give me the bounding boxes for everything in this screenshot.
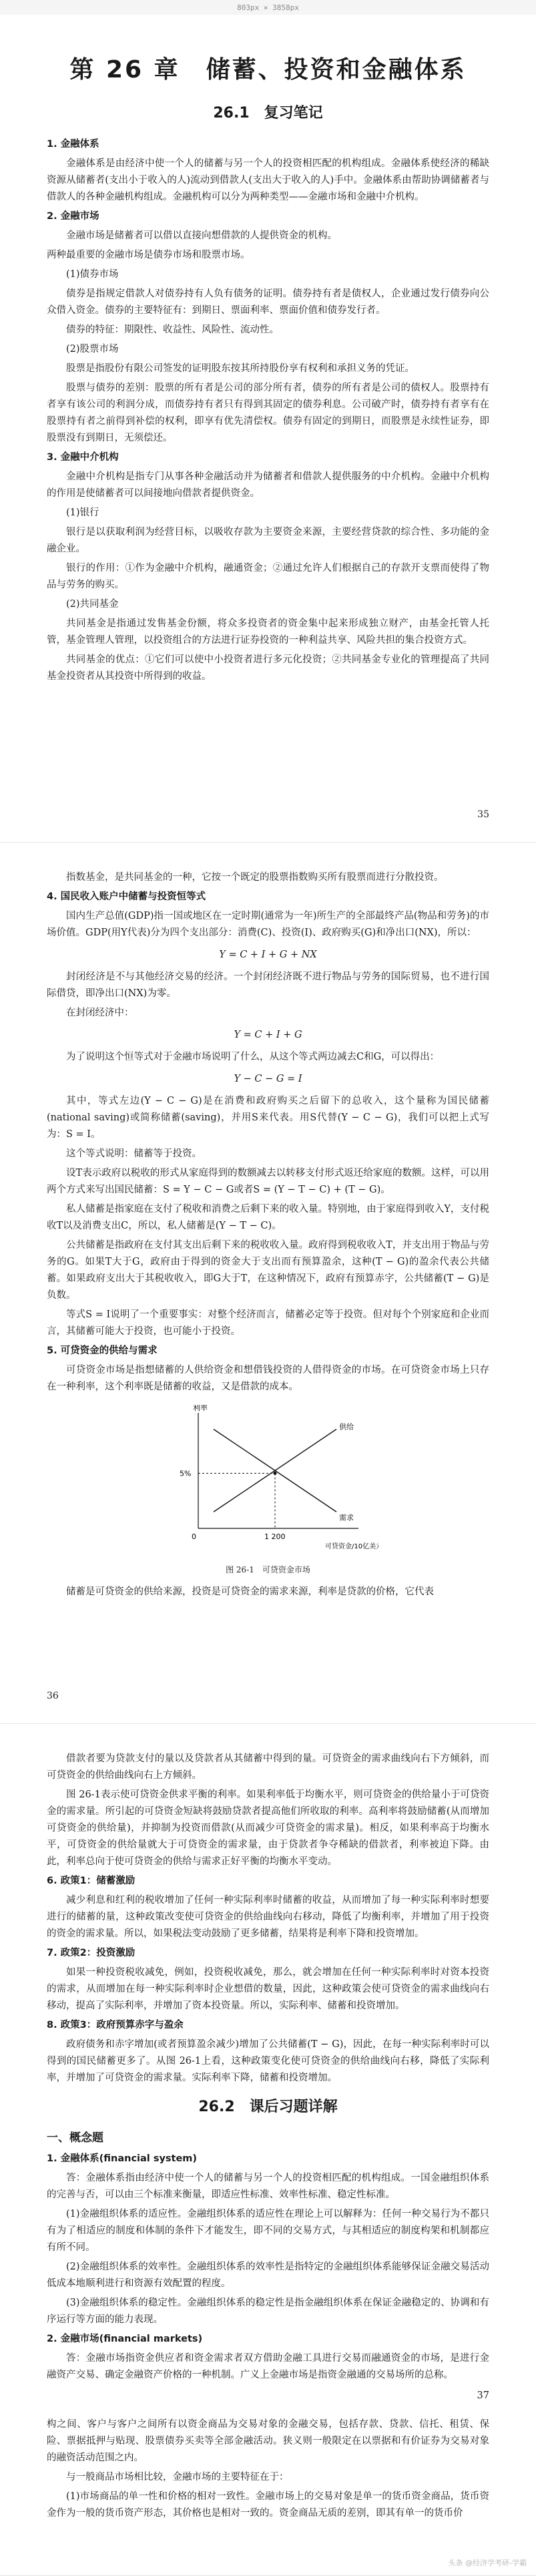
heading-policy-3: 8. 政策3：政府预算赤字与盈余 (47, 2020, 184, 2030)
paragraph: 设T表示政府以税收的形式从家庭得到的数额减去以转移支付形式返还给家庭的数额。这样，可以用两个方式来写出国民储蓄：S = Y − C − G或者S = (Y − T − C) + (T − G)。 (47, 1168, 489, 1195)
paragraph: 图 26-1表示使可贷资金供求平衡的利率。如果利率低于均衡水平，则可贷资金的供给量小于可贷资金的需求量。所引起的可贷资金短缺将鼓励贷款者提高他们所收取的利率。高利率将鼓励储蓄(从而增加可贷资金的供给量)，并抑制为投资而借款(从而减少可贷资金的需求量)。相反，如果利率高于均衡水平，可贷资金的供给量就大于可贷资金的需求量，由于贷款者争夺稀缺的借款者，利率被迫下降。由此，利率总向于使可贷资金的供给与需求正好平衡的均衡水平变动。 (47, 1789, 489, 1867)
paragraph: 债券的特征：期限性、收益性、风险性、流动性。 (66, 325, 279, 335)
loanable-funds-figure (158, 1405, 378, 1558)
paragraph: 这个等式说明：储蓄等于投资。 (66, 1148, 202, 1159)
subheading-banks: (1)银行 (66, 507, 99, 518)
watermark: 头条 @经济学考研-学霸 (448, 2559, 527, 2567)
heading-concepts: 一、概念题 (47, 2131, 103, 2145)
paragraph: (2)金融组织体系的效率性。金融组织体系的效率性是指特定的金融组织体系能够保证金融交易活动低成本地顺利进行和资源有效配置的程度。 (47, 2262, 489, 2289)
paragraph: 金融市场是储蓄者可以借以直接向想借款的人提供资金的机构。 (66, 230, 337, 241)
section-title-exercises: 26.2 课后习题详解 (198, 2099, 338, 2115)
subheading-mutual-funds: (2)共同基金 (66, 599, 119, 610)
heading-financial-system: 1. 金融体系 (47, 139, 99, 150)
paragraph: 为了说明这个恒等式对于金融市场说明了什么，从这个等式两边减去C和G，可以得出： (66, 1052, 440, 1062)
book-page-36 (0, 843, 536, 1724)
heading-saving-investment-identity: 4. 国民收入账户中储蓄与投资恒等式 (47, 891, 206, 902)
paragraph: 在封闭经济中： (66, 1008, 134, 1018)
heading-financial-markets: 2. 金融市场 (47, 211, 99, 222)
formula-closed-economy: Y = C + I + G (234, 1030, 302, 1040)
loanable-funds-chart (158, 1405, 378, 1552)
x-tick-label-origin: 0 (191, 1532, 196, 1541)
paragraph: 公共储蓄是指政府在支付其支出后剩下来的税收收入量。政府得到税收收入T，并支出用于物品与劳务的G。如果T大于G，政府由于得到的资金大于支出而有预算盈余，这种(T − G)的盈余代表公共储蓄。如果政府支出大于其税收收入，即G大于T，在这种情况下，政府有预算赤字，公共储蓄(T − G)是负数。 (47, 1240, 489, 1301)
paragraph: 等式S = I说明了一个重要事实：对整个经济而言，储蓄必定等于投资。但对每个个别家庭和企业而言，其储蓄可能大于投资，也可能小于投资。 (47, 1309, 489, 1337)
page-number: 36 (47, 1691, 59, 1701)
paragraph: 构之间、客户与客户之间所有以资金商品为交易对象的金融交易，包括存款、贷款、信托、租赁、保险、票据抵押与贴现、股票债券买卖等全部金融活动。狭义则一般限定在以票据和有价证券为交易对象的融资活动范围之内。 (47, 2419, 489, 2463)
paragraph: 封闭经济是不与其他经济交易的经济。一个封闭经济既不进行物品与劳务的国际贸易，也不进行国际借贷，即净出口(NX)为零。 (47, 972, 489, 999)
heading-loanable-funds: 5. 可贷资金的供给与需求 (47, 1345, 158, 1356)
paragraph: 银行是以获取利润为经营目标，以吸收存款为主要资金来源，主要经营贷款的综合性、多功能的金融企业。 (47, 527, 489, 554)
formula-gdp: Y = C + I + G + NX (219, 949, 317, 960)
page-number: 37 (477, 2390, 489, 2401)
paragraph: 共同基金的优点：①它们可以使中小投资者进行多元化投资；②共同基金专业化的管理提高了共同基金投资者从其投资中所得到的收益。 (47, 654, 489, 682)
paragraph: 金融中介机构是指专门从事各种金融活动并为储蓄者和借款人提供服务的中介机构。金融中介机构的作用是使储蓄者可以间接地向借款者提供资金。 (47, 471, 489, 499)
heading-policy-2: 7. 政策2：投资激励 (47, 1948, 136, 1958)
figure-caption: 图 26-1 可贷资金市场 (226, 1565, 310, 1574)
series-label-supply: 供给 (338, 1422, 354, 1432)
paragraph: 银行的作用：①作为金融中介机构，融通资金；②通过允许人们根据自己的存款开支票而使得了物品与劳务的购买。 (47, 563, 489, 590)
paragraph: 私人储蓄是指家庭在支付了税收和消费之后剩下来的收入量。特别地，由于家庭得到收入Y，支付税收T以及消费支出C，所以，私人储蓄是(Y − T − C)。 (47, 1204, 489, 1231)
paragraph: 如果一种投资税收减免，例如，投资税收减免，那么，就会增加在任何一种实际利率时对资本投资的需求，从而增加在每一种实际利率时企业想借的数量，因此，这种政策会使可贷资金的需求曲线向右移动，提高了实际利率，并增加了资本投资量。所以，实际利率、储蓄和投资增加。 (47, 1967, 489, 2011)
section-title-review-notes: 26.1 复习笔记 (213, 105, 323, 122)
book-page-37 (0, 1724, 536, 2576)
paragraph: (1)金融组织体系的适应性。金融组织体系的适应性在理论上可以解释为：任何一种交易行为不都只有为了相适应的制度和体制的条件下才能发生，即不同的交易方式，与其相适应的制度构架和机制都应有所不同。 (47, 2209, 489, 2253)
paragraph: 股票是指股份有限公司签发的证明股东按其所持股份享有权利和承担义务的凭证。 (66, 363, 415, 374)
page-number: 35 (477, 809, 489, 820)
subheading-stock-market: (2)股票市场 (66, 344, 119, 355)
paragraph: 其中，等式左边(Y − C − G)是在消费和政府购买之后留下的总收入，这个量称为国民储蓄(national saving)或简称储蓄(saving)，并用S来代表。用S代替(Y − C − G)，我们可以把上式写为：S = I。 (47, 1096, 489, 1140)
paragraph: 指数基金，是共同基金的一种，它按一个既定的股票指数购买所有股票而进行分散投资。 (66, 872, 444, 883)
x-axis-label: 可贷资金/10亿美元 (324, 1543, 378, 1550)
heading-financial-intermediaries: 3. 金融中介机构 (47, 452, 119, 463)
series-label-demand: 需求 (338, 1513, 354, 1522)
paragraph: 减少利息和红利的税收增加了任何一种实际利率时储蓄的收益，从而增加了每一种实际利率时想要进行的储蓄的量，这种政策改变使可贷资金的供给曲线向右移动，降低了均衡利率，并增加了用于投资的资金的需求量。所以，如果税法变动鼓励了更多储蓄，结果将是利率下降和投资增加。 (47, 1895, 489, 1939)
heading-concept-financial-markets: 2. 金融市场(financial markets) (47, 2334, 203, 2344)
paragraph: 金融体系是由经济中使一个人的储蓄与另一个人的投资相匹配的机构组成。金融体系使经济的稀缺资源从储蓄者(支出小于收入的人)流动到借款人(支出大于收入的人)手中。金融体系由帮助协调储蓄者与借款人的各种金融机构组成。金融机构可以分为两种类型——金融市场和金融中介机构。 (47, 158, 489, 202)
formula-saving: Y − C − G = I (234, 1074, 302, 1084)
book-page-35 (0, 15, 536, 843)
paragraph: 借款者要为贷款支付的量以及贷款者从其储蓄中得到的量。可贷资金的需求曲线向右下方倾斜，而可贷资金的供给曲线向右上方倾斜。 (47, 1753, 489, 1781)
paragraph: 股票与债券的差别：股票的所有者是公司的部分所有者，债券的所有者是公司的债权人。股票持有者享有该公司的利润分成，而债券持有者只有得到其固定的债券利息。公司破产时，债券持有者享有在股票持有者之前得到补偿的权利，即享有优先清偿权。债券有固定的到期日，而股票是永续性证券，即股票没有到期日，无须偿还。 (47, 383, 489, 443)
heading-policy-1: 6. 政策1：储蓄激励 (47, 1876, 136, 1886)
y-axis-label: 利率 (192, 1405, 208, 1412)
paragraph: 储蓄是可贷资金的供给来源，投资是可贷资金的需求来源，利率是贷款的价格，它代表 (66, 1586, 434, 1597)
equilibrium-point (273, 1472, 276, 1475)
x-tick-label-equilibrium: 1 200 (264, 1532, 285, 1541)
paragraph: 与一般商品市场相比较，金融市场的主要特征在于： (66, 2472, 289, 2483)
paragraph: 国内生产总值(GDP)指一国或地区在一定时期(通常为一年)所生产的全部最终产品(物品和劳务)的市场价值。GDP(用Y代表)分为四个支出部分：消费(C)、投资(I)、政府购买(G)和净出口(NX)，所以： (47, 911, 489, 938)
paragraph: (1)市场商品的单一性和价格的相对一致性。金融市场上的交易对象是单一的货币资金商品，货币资金作为一般的货币资产形态，其价格也是相对一致的。资金商品无质的差别，即其有单一的货币价 (47, 2491, 489, 2519)
paragraph: 可贷资金市场是指想储蓄的人供给资金和想借钱投资的人借得资金的市场。在可贷资金市场上只存在一种利率，这个利率既是储蓄的收益，又是借款的成本。 (47, 1365, 489, 1392)
paragraph: 政府债务和赤字增加(或者预算盈余减少)增加了公共储蓄(T − G)，因此，在每一种实际利率时可以得到的国民储蓄更多了。从图 26-1上看，这种政策变化使可贷资金的供给曲线向右移，降低了实际利率，并增加了可贷资金的需求量。实际利率下降，储蓄和投资增加。 (47, 2039, 489, 2083)
image-size-label: 803px × 3858px (237, 3, 299, 12)
image-size-bar (0, 0, 536, 15)
paragraph: (3)金融组织体系的稳定性。金融组织体系的稳定性是指金融组织体系在保证金融稳定的、协调和有序运行等方面的能力表现。 (47, 2298, 489, 2325)
subheading-bond-market: (1)债券市场 (66, 269, 119, 280)
paragraph: 共同基金是指通过发售基金份额，将众多投资者的资金集中起来形成独立财产，由基金托管人托管，基金管理人管理，以投资组合的方法进行证券投资的一种利益共享、风险共担的集合投资方式。 (47, 618, 489, 646)
paragraph: 债券是指规定借款人对债券持有人负有债务的证明。债券持有者是债权人，企业通过发行债券向公众借入资金。债券的主要特征有：到期日、票面利率、票面价值和债券发行者。 (47, 288, 489, 316)
chapter-title: 第 26 章 储蓄、投资和金融体系 (69, 56, 467, 83)
paragraph: 答：金融市场指资金供应者和资金需求者双方借助金融工具进行交易而融通资金的市场，是进行金融资产交易、确定金融资产价格的一种机制。广义上金融市场是指资金融通的交易场所的总称。 (47, 2353, 489, 2380)
y-tick-label: 5% (179, 1469, 191, 1478)
heading-concept-financial-system: 1. 金融体系(financial system) (47, 2153, 198, 2164)
paragraph: 两种最重要的金融市场是债券市场和股票市场。 (47, 250, 250, 260)
paragraph: 答：金融体系指由经济中使一个人的储蓄与另一个人的投资相匹配的机构组成。一国金融组织体系的完善与否，可以由三个标准来衡量，即适应性标准、效率性标准、稳定性标准。 (47, 2173, 489, 2200)
